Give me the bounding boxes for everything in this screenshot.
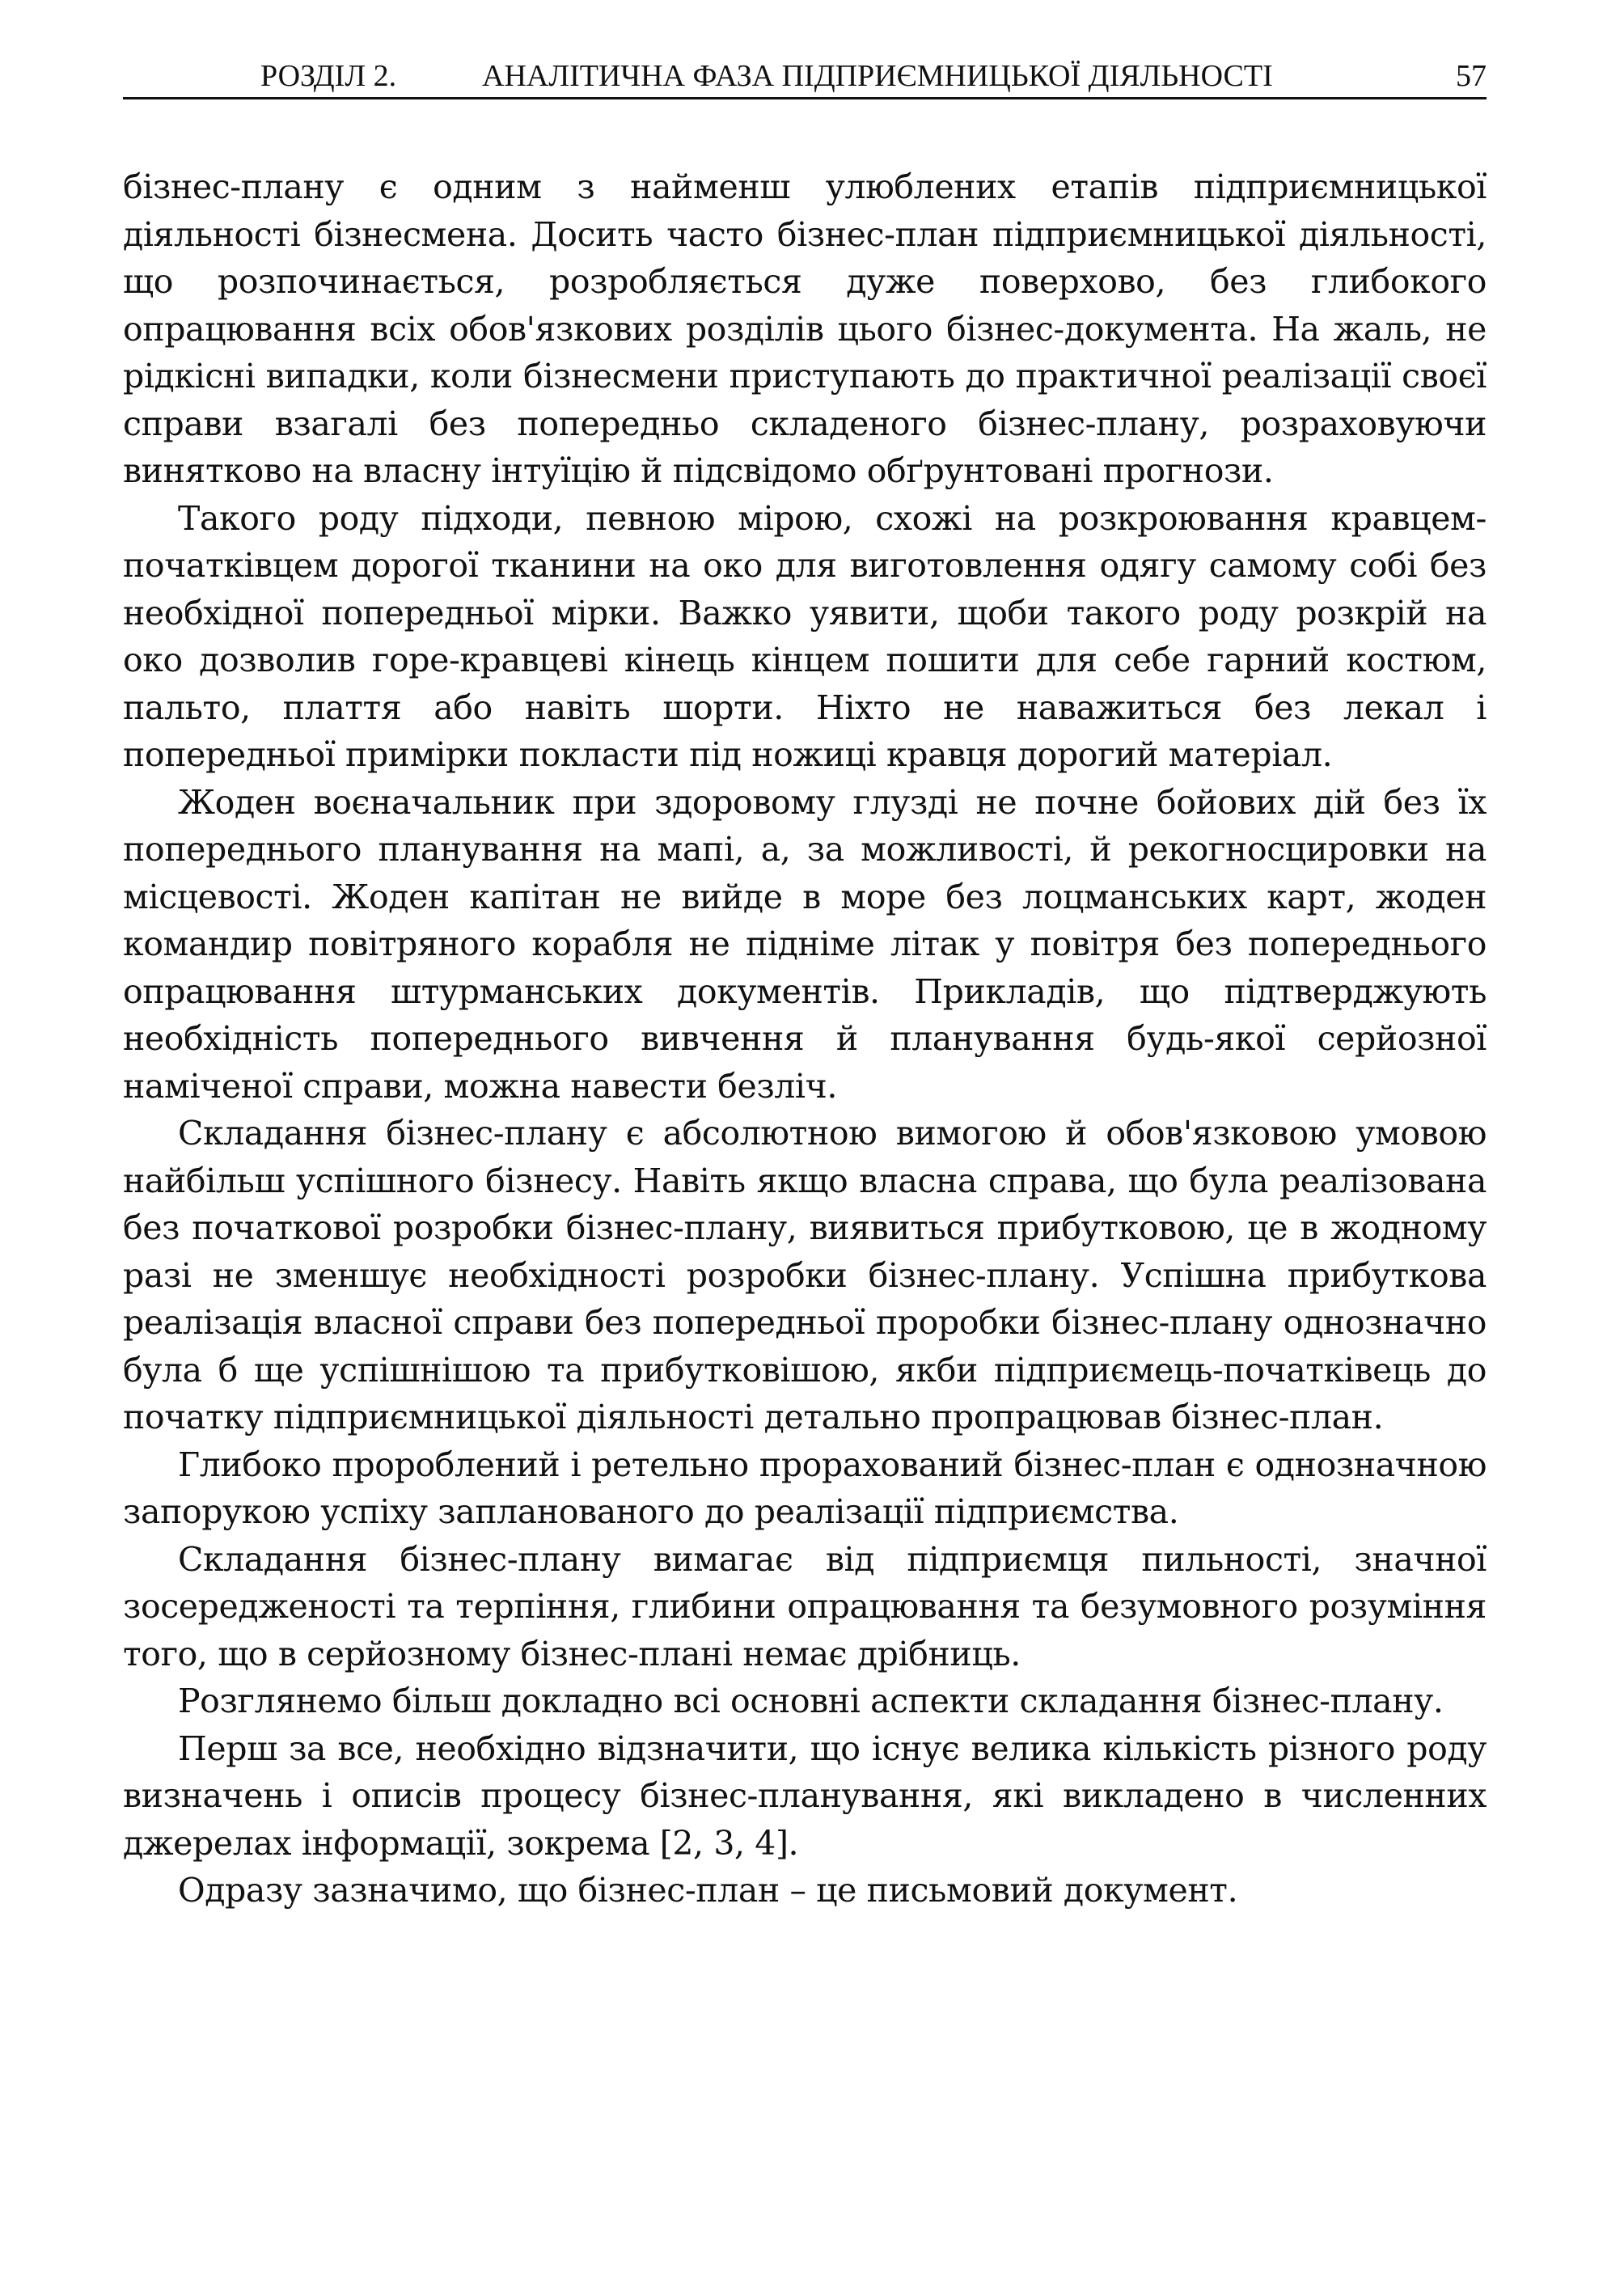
chapter-label: РОЗДІЛ 2. bbox=[260, 59, 397, 93]
paragraph: Складання бізнес-плану вимагає від підприємця пильності, значної зосередженості та терпіння, глибини опрацювання та безумовного розуміння того, що в серйозному бізнес-плані немає дрібниць. bbox=[123, 1539, 1487, 1673]
running-header bbox=[123, 55, 1487, 99]
paragraph: Жоден воєначальник при здоровому глузді не почне бойових дій без їх попереднього планування на мапі, а, за можливості, й рекогносцировки на місцевості. Жоден капітан не вийде в море без лоцманських карт, жоден командир повітряного корабля не підніме літак у повітря без попереднього опрацювання штурманських документів. Прикладів, що підтверджують необхідність попереднього вивчення й планування будь-якої серйозної наміченої справи, можна навести безліч. bbox=[123, 782, 1487, 1106]
paragraph: Розглянемо більш докладно всі основні аспекти складання бізнес-плану. bbox=[178, 1682, 1444, 1720]
paragraph: Одразу зазначимо, що бізнес-план – це письмовий документ. bbox=[178, 1871, 1238, 1910]
body-text bbox=[123, 163, 1487, 1914]
chapter-title: АНАЛІТИЧНА ФАЗА ПІДПРИЄМНИЦЬКОЇ ДІЯЛЬНОСТІ bbox=[482, 59, 1273, 93]
paragraph: Такого роду підходи, певною мірою, схожі на розкроювання кравцем-початківцем дорогої тканини на око для виготовлення одягу самому собі без необхідної попередньої мірки. Важко уявити, щоби такого роду розкрій на око дозволив горе-кравцеві кінець кінцем пошити для себе гарний костюм, пальто, плаття або навіть шорти. Ніхто не наважиться без лекал і попередньої примірки покласти під ножиці кравця дорогий матеріал. bbox=[123, 498, 1487, 774]
page-number: 57 bbox=[1456, 59, 1487, 93]
paragraph: Глибоко пророблений і ретельно прорахований бізнес-план є однозначною запорукою успіху запланованого до реалізації підприємства. bbox=[123, 1445, 1487, 1531]
paragraph: Перш за все, необхідно відзначити, що існує велика кількість різного роду визначень і описів процесу бізнес-планування, які викладено в численних джерелах інформації, зокрема [2, 3, 4]. bbox=[123, 1728, 1487, 1863]
paragraph-continued: бізнес-плану є одним з найменш улюблених етапів підприємницької діяльності бізнесмена. Досить часто бізнес-план підприємницької діяльності, що розпочинається, розробляється дуже поверхово, без глибокого опрацювання всіх обов'язкових розділів цього бізнес-документа. На жаль, не рідкісні випадки, коли бізнесмени приступають до практичної реалізації своєї справи взагалі без попередньо складеного бізнес-плану, розраховуючи винятково на власну інтуїцію й підсвідомо обґрунтовані прогнози. bbox=[123, 167, 1487, 490]
paragraph: Складання бізнес-плану є абсолютною вимогою й обов'язковою умовою найбільш успішного бізнесу. Навіть якщо власна справа, що була реалізована без початкової розробки бізнес-плану, виявиться прибутковою, це в жодному разі не зменшує необхідності розробки бізнес-плану. Успішна прибуткова реалізація власної справи без попередньої проробки бізнес-плану однозначно була б ще успішнішою та прибутковішою, якби підприємець-початківець до початку підприємницької діяльності детально пропрацював бізнес-план. bbox=[123, 1114, 1487, 1436]
